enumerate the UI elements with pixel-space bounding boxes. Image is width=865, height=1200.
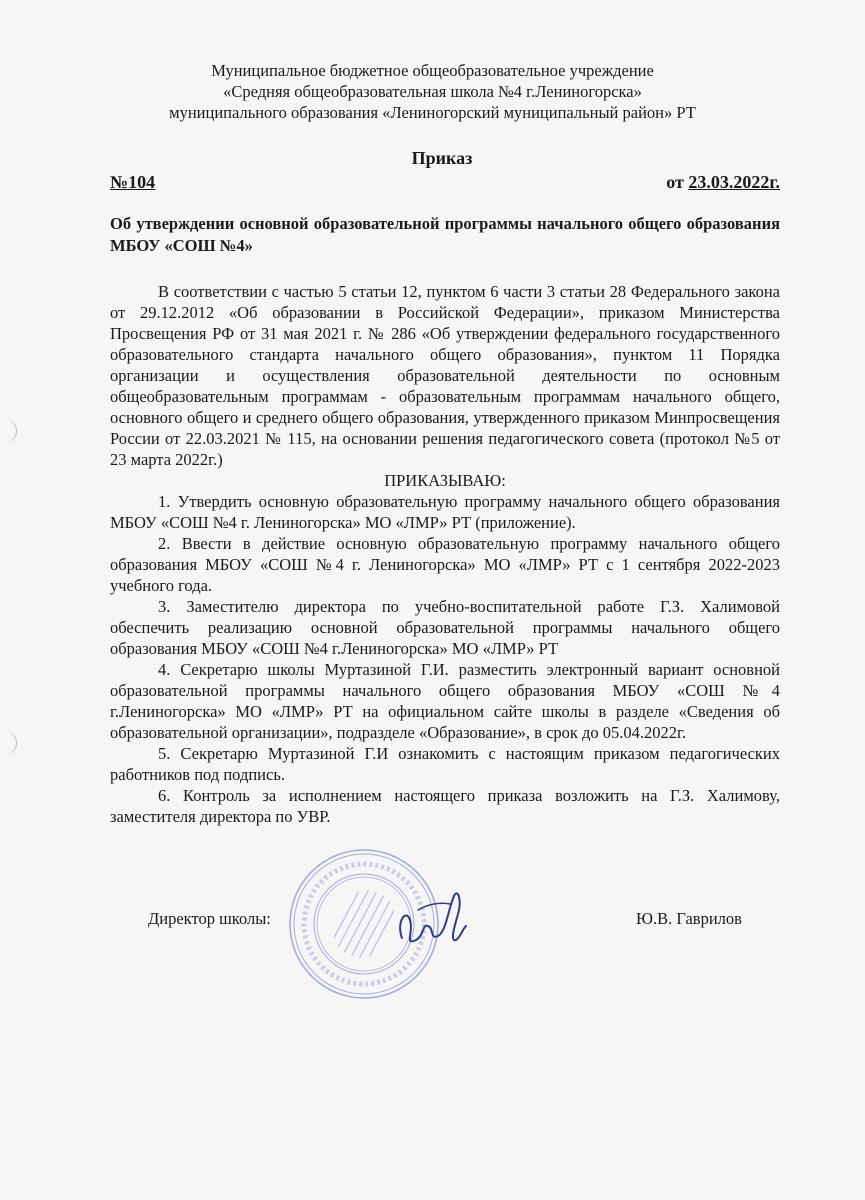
signature-position: Директор школы: [148, 909, 271, 928]
institution-line-2: «Средняя общеобразовательная школа №4 г.Лениногорска» [223, 82, 642, 101]
order-date-wrap [666, 172, 780, 193]
order-subject: Об утверждении основной образовательной программы начального общего образования МБОУ «СОШ №4» [110, 214, 780, 255]
order-body [110, 281, 780, 827]
institution-line-1: Муниципальное бюджетное общеобразовательное учреждение [211, 61, 654, 80]
order-item-5: 5. Секретарю Муртазиной Г.И ознакомить с настоящим приказом педагогических работников под подпись. [110, 744, 780, 784]
decree-heading: ПРИКАЗЫВАЮ: [384, 471, 506, 490]
punch-hole-mark [0, 418, 17, 444]
order-item-3: 3. Заместителю директора по учебно-воспитательной работе Г.З. Халимовой обеспечить реализацию основной образовательной программы начального общего образования МБОУ «СОШ №4 г.Лениногорска» МО «ЛМР» РТ [110, 597, 780, 658]
order-number: №104 [110, 172, 156, 192]
order-date-prefix: от [666, 172, 689, 192]
preamble-paragraph: В соответствии с частью 5 статьи 12, пунктом 6 части 3 статьи 28 Федерального закона от 29.12.2012 «Об образовании в Российской Федерации», приказом Министерства Просвещения РФ от 31 мая 2021 г. № 286 «Об утверждении федерального государственного образовательного стандарта начального общего образования», пунктом 11 Порядка организации и осуществления образовательной деятельности по основным общеобразовательным программам - образовательным программам начального общего, основного общего и среднего общего образования, утвержденного приказом Минпросвещения России от 22.03.2021 № 115, на основании решения педагогического совета (протокол №5 от 23 марта 2022г.) [110, 282, 780, 469]
order-title: Приказ [411, 148, 473, 168]
order-item-2: 2. Ввести в действие основную образовательную программу начального общего образования МБОУ «СОШ №4 г. Лениногорска» МО «ЛМР» РТ с 1 сентября 2022-2023 учебного года. [110, 534, 780, 595]
handwritten-signature [388, 880, 478, 960]
order-item-4: 4. Секретарю школы Муртазиной Г.И. разместить электронный вариант основной образовательной программы начального общего образования МБОУ «СОШ №4 г.Лениногорска» МО «ЛМР» РТ на официальном сайте школы в разделе «Сведения об образовательной организации», подразделе «Образование», в срок до 05.04.2022г. [110, 660, 780, 742]
institution-line-3: муниципального образования «Лениногорский муниципальный район» РТ [169, 103, 696, 122]
institution-header [0, 60, 865, 123]
order-date: 23.03.2022г. [688, 172, 780, 192]
signatory-name: Ю.В. Гаврилов [636, 909, 742, 928]
punch-hole-mark [0, 730, 17, 756]
order-item-1: 1. Утвердить основную образовательную программу начального общего образования МБОУ «СОШ №4 г. Лениногорска» МО «ЛМР» РТ (приложение). [110, 492, 780, 532]
order-item-6: 6. Контроль за исполнением настоящего приказа возложить на Г.З. Халимову, заместителя директора по УВР. [110, 786, 780, 826]
